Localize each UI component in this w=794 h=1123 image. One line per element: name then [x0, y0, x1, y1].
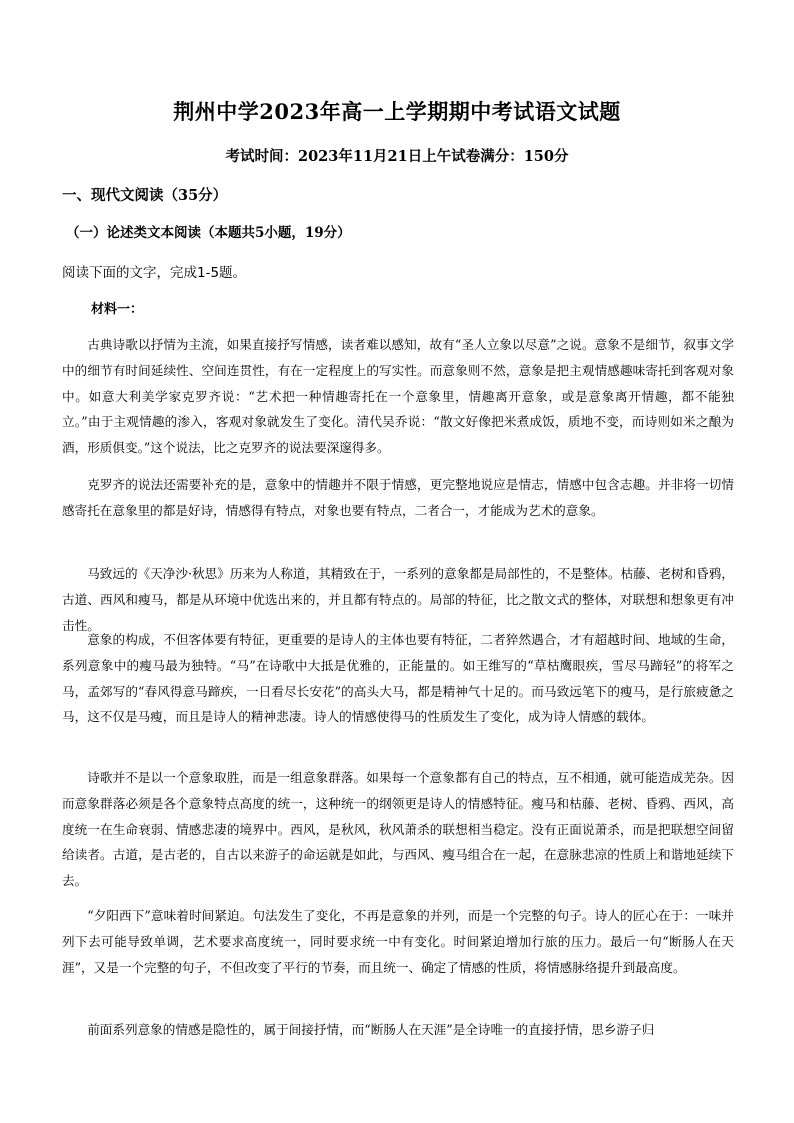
body-paragraph: 前面系列意象的情感是隐性的，属于间接抒情，而“断肠人在天涯”是全诗唯一的直接抒情，思乡游子归 — [87, 1022, 655, 1037]
body-paragraph: 克罗齐的说法还需要补充的是，意象中的情趣并不限于情感，更完整地说应是情志，情感中包含志趣。并非将一切情感寄托在意象里的都是好诗，情感得有特点，对象也要有特点，二者合一，才能成为艺术的意象。 — [62, 477, 734, 518]
body-paragraph: 意象的构成，不但客体要有特征，更重要的是诗人的主体也要有特征，二者猝然遇合，才有超越时间、地域的生命，系列意象中的瘦马最为独特。“马”在诗歌中大抵是优雅的，正能量的。如王维写的“草枯鹰眼疾，雪尽马蹄轻”的将军之马，孟郊写的“春风得意马蹄疾，一日看尽长安花”的高头大马，都是精神气十足的。而马致远笔下的瘦马，是行旅疲惫之马，这不仅是马瘦，而且是诗人的精神悲凄。诗人的情感使得马的性质发生了变化，成为诗人情感的载体。 — [62, 632, 734, 725]
instruction-text: 阅读下面的文字，完成1-5题。 — [62, 265, 247, 281]
body-paragraph: 诗歌并不是以一个意象取胜，而是一组意象群落。如果每一个意象都有自己的特点，互不相通，就可能造成芜杂。因而意象群落必须是各个意象特点高度的统一，这种统一的纲领更是诗人的情感特征。瘦马和枯藤、老树、昏鸦、西风，高度统一在生命衰弱、情感悲凄的境界中。西风，是秋风，秋风萧杀的联想相当稳定。没有正面说萧杀，而是把联想空间留给读者。古道，是古老的，自古以来游子的命运就是如此，与西风、瘦马组合在一起，在意脉悲凉的性质上和谐地延续下去。 — [62, 770, 734, 889]
material-label: 材料一： — [91, 302, 144, 317]
section-heading: 一、现代文阅读（35分） — [62, 187, 228, 204]
subsection-heading: （一）论述类文本阅读（本题共5小题，19分） — [66, 225, 351, 241]
body-paragraph: 古典诗歌以抒情为主流，如果直接抒写情感，读者难以感知，故有“圣人立象以尽意”之说。意象不是细节，叙事文学中的细节有时间延续性、空间连贯性，有在一定程度上的写实性。而意象则不然，意象是把主观情感趣味寄托到客观对象中。如意大利美学家克罗齐说：“艺术把一种情趣寄托在一个意象里，情趣离开意象，或是意象离开情趣，都不能独立。”由于主观情趣的渗入，客观对象就发生了变化。清代吴乔说：“散文好像把米煮成饭，质地不变，而诗则如米之酿为酒，形质俱变。”这个说法，比之克罗齐的说法要深邃得多。 — [62, 337, 734, 456]
exam-info: 考试时间：2023年11月21日上午试卷满分：150分 — [225, 148, 569, 165]
exam-title: 荆州中学2023年高一上学期期中考试语文试题 — [173, 99, 621, 124]
body-paragraph: 马致远的《天净沙·秋思》历来为人称道，其精致在于，一系列的意象都是局部性的，不是整体。枯藤、老树和昏鸦，古道、西风和瘦马，都是从环境中优选出来的，并且都有特点的。局部的特征，比之散文式的整体，对联想和想象更有冲击性。 — [62, 566, 734, 633]
body-paragraph: “夕阳西下”意味着时间紧迫。句法发生了变化，不再是意象的并列，而是一个完整的句子。诗人的匠心在于：一味并列下去可能导致单调，艺术要求高度统一，同时要求统一中有变化。时间紧迫增加行旅的压力。最后一句“断肠人在天涯”，又是一个完整的句子，不但改变了平行的节奏，而且统一、确定了情感的性质，将情感脉络提升到最高度。 — [62, 908, 734, 975]
